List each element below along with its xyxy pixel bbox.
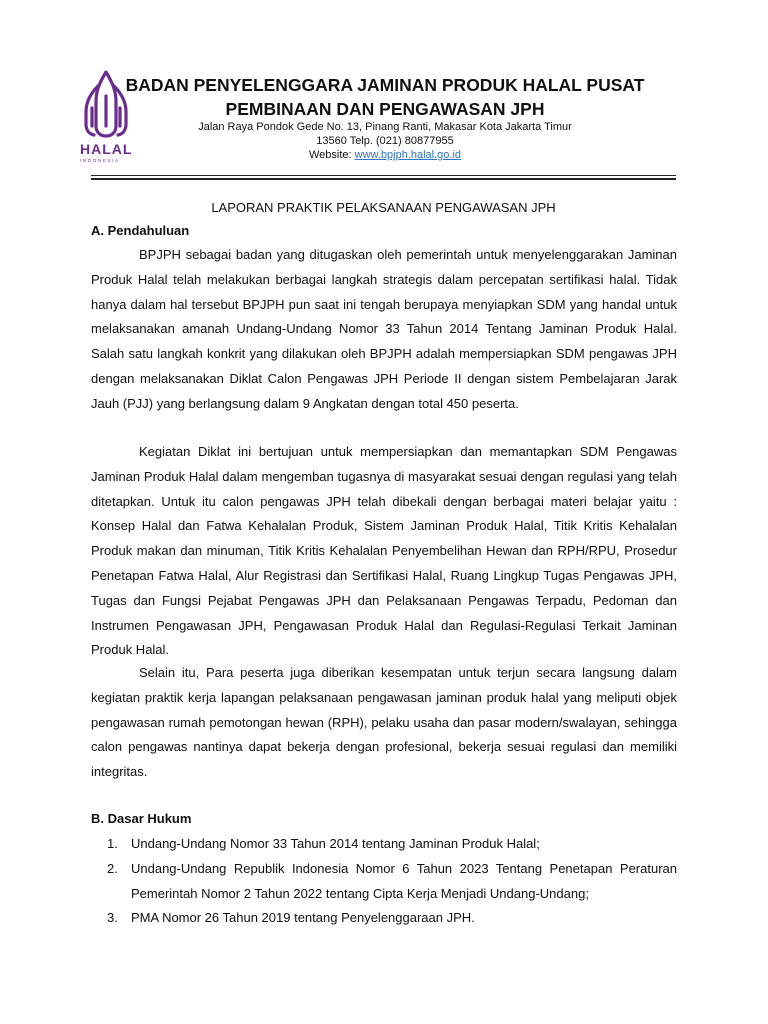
address-line2: 13560 Telp. (021) 80877955 <box>316 135 454 147</box>
section-a-heading: A. Pendahuluan <box>91 223 190 238</box>
website-line <box>160 149 610 163</box>
logo-wordmark: HALAL <box>80 141 133 157</box>
list-item-text: Undang-Undang Nomor 33 Tahun 2014 tentang Jaminan Produk Halal; <box>131 836 540 851</box>
letterhead-divider-thin <box>91 175 676 176</box>
list-item <box>91 857 677 907</box>
list-item-number: 1. <box>107 836 118 851</box>
org-name-line2: PEMBINAAN DAN PENGAWASAN JPH <box>225 99 545 119</box>
section-a-paragraph-2: Kegiatan Diklat ini bertujuan untuk mempersiapkan dan memantapkan SDM Pengawas Jaminan Produk Halal dalam mengemban tugasnya di masyarakat sesuai dengan regulasi yang telah ditetapkan. Untuk itu calon pengawas JPH telah dibekali dengan berbagai materi belajar yaitu : Konsep Halal dan Fatwa Kehalalan Produk, Sistem Jaminan Produk Halal, Titik Kritis Kehalalan Produk makan dan minuman, Titik Kritis Kehalalan Penyembelihan Hewan dan RPH/RPU, Prosedur Penetapan Fatwa Halal, Alur Registrasi dan Sertifikasi Halal, Ruang Lingkup Tugas Pengawas JPH, Tugas dan Fungsi Pejabat Pengawas JPH dan Pelaksanaan Pengawas Terpadu, Pedoman dan Instrumen Pengawasan JPH, Pengawasan Produk Halal dan Regulasi-Regulasi Terkait Jaminan Produk Halal. <box>91 444 677 658</box>
report-title: LAPORAN PRAKTIK PELAKSANAAN PENGAWASAN JPH <box>211 200 556 215</box>
list-item-number: 3. <box>107 910 118 926</box>
website-link[interactable]: www.bpjph.halal.go.id <box>354 149 462 161</box>
section-a-paragraph-1: BPJPH sebagai badan yang ditugaskan oleh pemerintah untuk menyelenggarakan Jaminan Produk Halal telah melakukan berbagai langkah strategis dalam percepatan sertifikasi halal. Tidak hanya dalam hal tersebut BPJPH pun saat ini tengah berupaya menyiapkan SDM yang handal untuk melaksanakan amanah Undang-Undang Nomor 33 Tahun 2014 Tentang Jaminan Produk Halal. Salah satu langkah konkrit yang dilakukan oleh BPJPH adalah mempersiapkan SDM pengawas JPH dengan melaksanakan Diklat Calon Pengawas JPH Periode II dengan sistem Pembelajaran Jarak Jauh (PJJ) yang berlangsung dalam 9 Angkatan dengan total 450 peserta. <box>91 247 677 411</box>
website-label: Website: <box>308 149 355 161</box>
letterhead-divider-thick <box>91 178 676 180</box>
section-a-paragraph-3: Selain itu, Para peserta juga diberikan kesempatan untuk terjun secara langsung dalam kegiatan praktik kerja lapangan pelaksanaan pengawasan jaminan produk halal yang meliputi objek pengawasan rumah pemotongan hewan (RPH), pelaku usaha dan pasar modern/swalayan, sehingga calon pengawas nantinya dapat bekerja dengan profesional, bekerja sesuai regulasi dan memiliki integritas. <box>91 665 677 780</box>
section-b-heading: B. Dasar Hukum <box>91 811 192 826</box>
list-item-text: PMA Nomor 26 Tahun 2019 tentang Penyelenggaraan JPH. <box>131 910 475 926</box>
address-line1: Jalan Raya Pondok Gede No. 13, Pinang Ranti, Makasar Kota Jakarta Timur <box>198 121 572 133</box>
org-name-line1: BADAN PENYELENGGARA JAMINAN PRODUK HALAL PUSAT <box>125 75 645 95</box>
list-item-number: 2. <box>107 860 118 876</box>
logo-subtext: INDONESIA <box>80 158 120 163</box>
list-item <box>91 906 677 931</box>
legal-basis-list <box>91 832 677 931</box>
list-item <box>91 832 677 857</box>
list-item-text: Undang-Undang Republik Indonesia Nomor 6 Tahun 2023 Tentang Penetapan Peraturan Pemerintah Nomor 2 Tahun 2022 tentang Cipta Kerja Menjadi Undang-Undang; <box>131 860 677 901</box>
